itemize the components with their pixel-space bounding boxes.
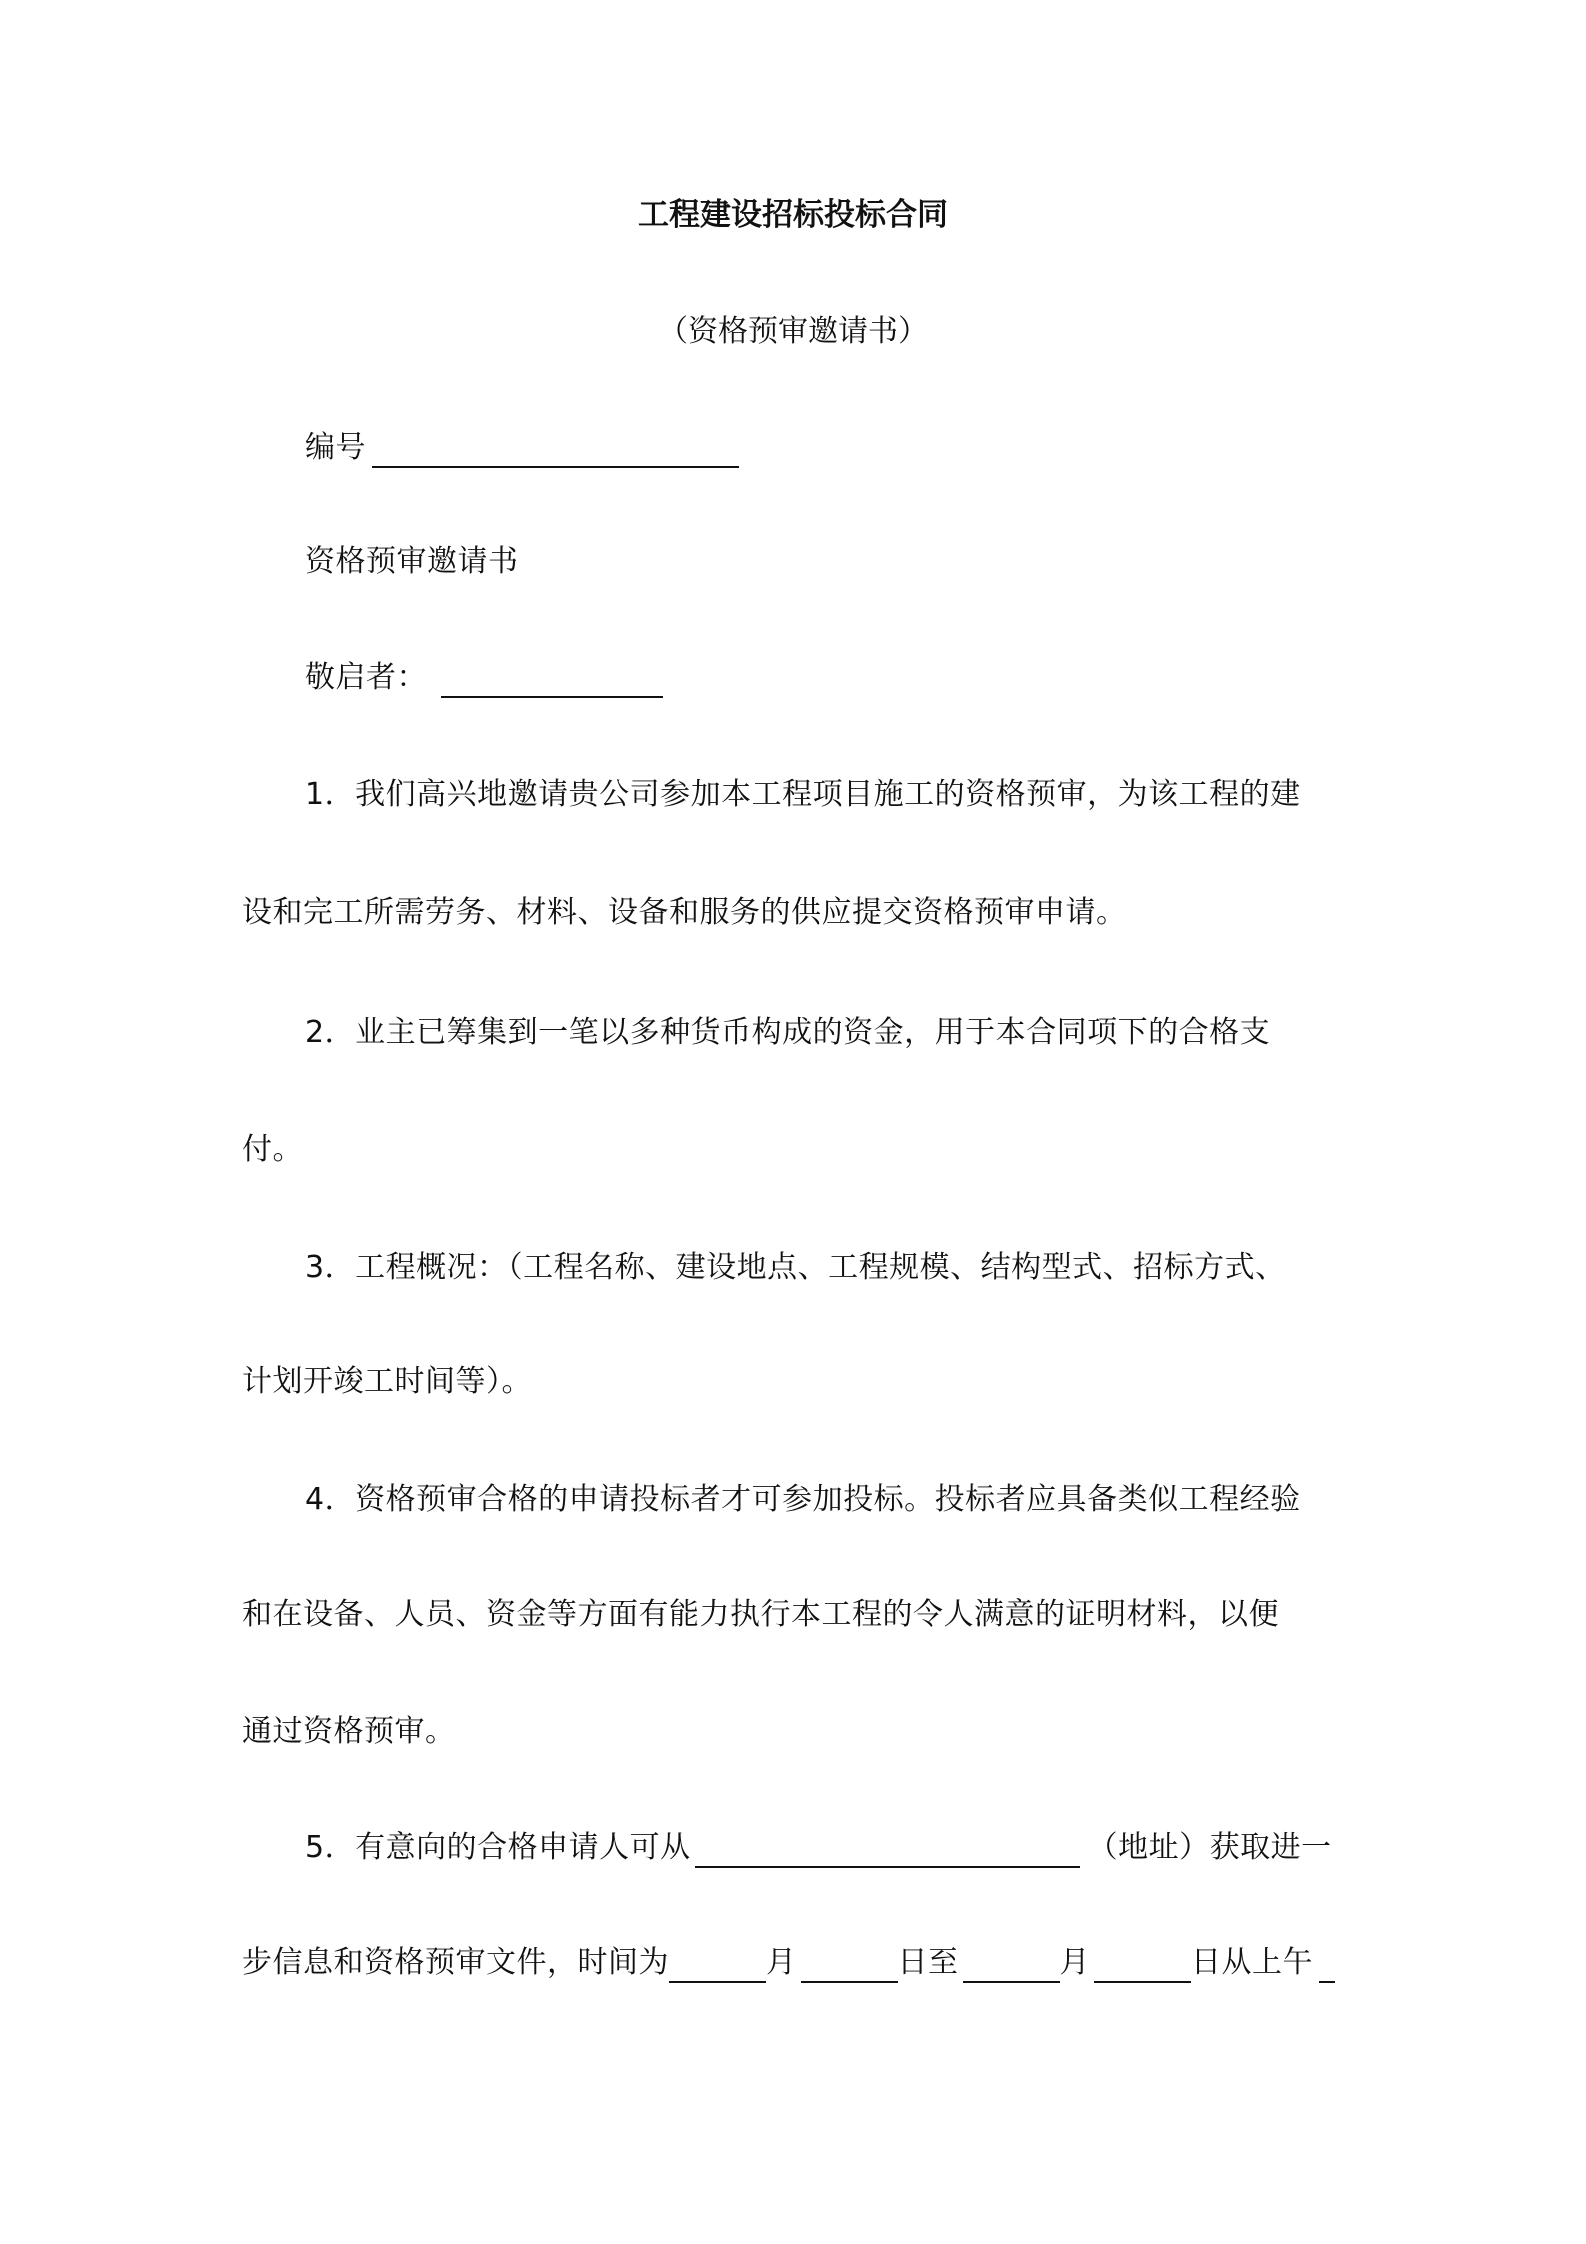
number-row — [305, 428, 1355, 468]
number-blank-field[interactable] — [372, 432, 739, 468]
addressee-blank-field[interactable] — [441, 662, 663, 698]
salutation-label: 敬启者： — [305, 660, 427, 695]
paragraph-3-line-1: 3．工程概况：（工程名称、建设地点、工程规模、结构型式、招标方式、 — [305, 1250, 1286, 1285]
day-from-am-label: 日从上午 — [1191, 1945, 1313, 1980]
paragraph-4-line-1: 4．资格预审合格的申请投标者才可参加投标。投标者应具备类似工程经验 — [305, 1482, 1301, 1517]
month-label-2: 月 — [1059, 1945, 1090, 1980]
p5-text-a: 5．有意向的合格申请人可从 — [305, 1830, 691, 1865]
section-heading: 资格预审邀请书 — [305, 544, 519, 579]
paragraph-5-line-2 — [242, 1943, 1355, 1983]
paragraph-1-line-2: 设和完工所需劳务、材料、设备和服务的供应提交资格预审申请。 — [242, 895, 1127, 930]
address-blank-field[interactable] — [695, 1832, 1080, 1868]
paragraph-4-line-2: 和在设备、人员、资金等方面有能力执行本工程的令人满意的证明材料，以便 — [242, 1597, 1279, 1632]
end-month-blank-field[interactable] — [963, 1947, 1060, 1983]
paragraph-3-line-2: 计划开竣工时间等）。 — [242, 1364, 532, 1399]
paragraph-4-line-3: 通过资格预审。 — [242, 1714, 456, 1749]
month-label-1: 月 — [766, 1945, 797, 1980]
document-subtitle: （资格预审邀请书） — [658, 314, 928, 349]
p5-text-c: 步信息和资格预审文件，时间为 — [242, 1945, 669, 1980]
time-blank-field[interactable] — [1319, 1947, 1335, 1983]
start-day-blank-field[interactable] — [801, 1947, 898, 1983]
salutation-row — [305, 658, 1355, 698]
paragraph-5-line-1 — [305, 1828, 1355, 1868]
paragraph-1-line-1: 1．我们高兴地邀请贵公司参加本工程项目施工的资格预审，为该工程的建 — [305, 777, 1301, 812]
paragraph-2-line-2: 付。 — [242, 1132, 303, 1167]
p5-text-b: （地址）获取进一 — [1087, 1830, 1332, 1865]
start-month-blank-field[interactable] — [669, 1947, 766, 1983]
paragraph-2-line-1: 2．业主已筹集到一笔以多种货币构成的资金，用于本合同项下的合格支 — [305, 1015, 1271, 1050]
document-title: 工程建设招标投标合同 — [638, 197, 948, 233]
day-to-label: 日至 — [897, 1945, 959, 1980]
number-label: 编号 — [305, 430, 366, 465]
end-day-blank-field[interactable] — [1094, 1947, 1191, 1983]
